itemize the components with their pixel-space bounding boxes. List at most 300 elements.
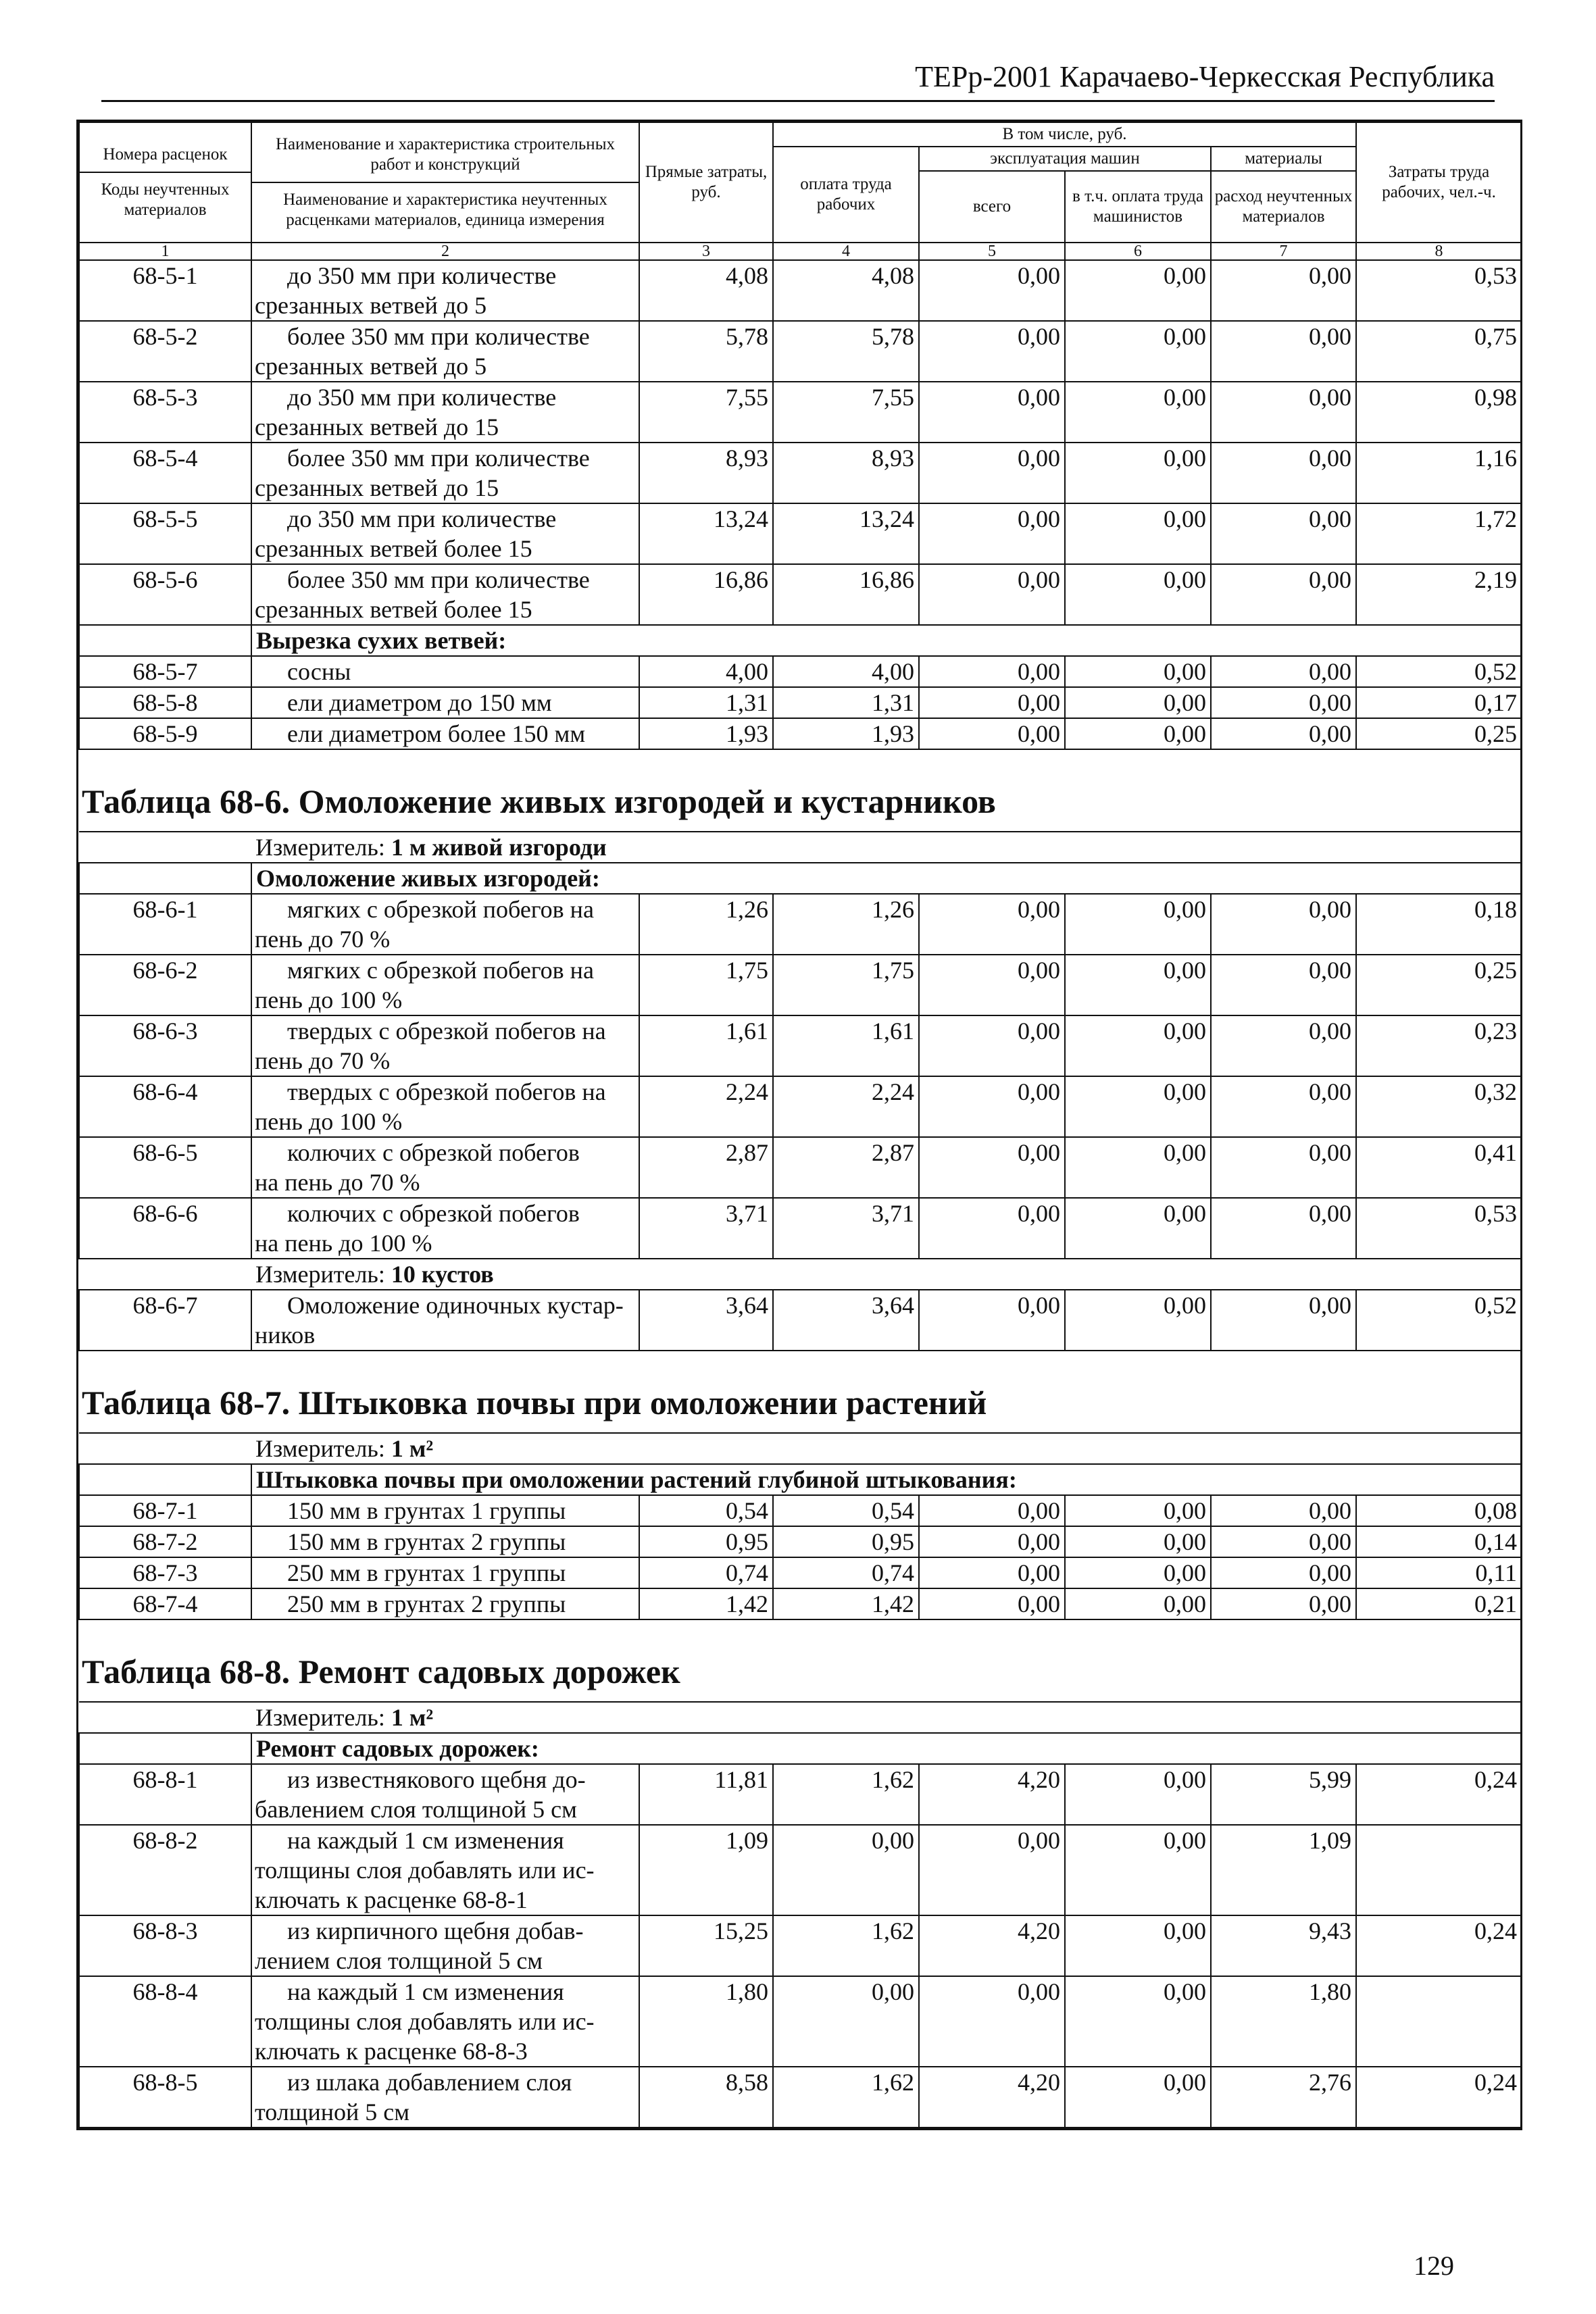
description-line: 150 мм в грунтах 2 группы [287, 1528, 566, 1555]
section-paths: Ремонт садовых дорожек: [251, 1733, 1522, 1764]
table-row [79, 1015, 1522, 1076]
measure-value: 10 кустов [391, 1261, 494, 1288]
value-cell: 0,52 [1356, 1290, 1522, 1351]
value-cell: 0,00 [1065, 2067, 1211, 2128]
section-hedges: Омоложение живых изгородей: [251, 863, 1522, 894]
table-row [79, 894, 1522, 955]
value-cell: 0,00 [919, 1825, 1065, 1915]
col-header-worker-pay: оплата труда рабочих [773, 147, 919, 243]
value-cell: 0,95 [773, 1526, 919, 1557]
value-cell: 0,23 [1356, 1015, 1522, 1076]
col-header-material-use: расход неучтенных материалов [1211, 171, 1356, 243]
rate-code: 68-5-1 [79, 260, 251, 321]
description-line: колючих с обрезкой побегов [287, 1200, 580, 1227]
blank-cell [79, 1464, 251, 1495]
value-cell: 16,86 [773, 564, 919, 625]
value-cell: 0,00 [919, 687, 1065, 718]
value-cell: 0,00 [1065, 260, 1211, 321]
description-line: на каждый 1 см изменения [287, 1827, 564, 1854]
value-cell: 0,00 [1065, 1076, 1211, 1137]
rate-description [251, 1764, 639, 1825]
table-row [79, 2067, 1522, 2128]
value-cell: 2,87 [773, 1137, 919, 1198]
value-cell: 0,00 [919, 1495, 1065, 1526]
rate-code: 68-5-5 [79, 503, 251, 564]
rate-code: 68-7-1 [79, 1495, 251, 1526]
col-num-6: 6 [1065, 243, 1211, 260]
value-cell: 1,09 [1211, 1825, 1356, 1915]
description-line: 250 мм в грунтах 2 группы [287, 1590, 566, 1617]
value-cell: 0,00 [1211, 1137, 1356, 1198]
value-cell: 0,00 [1211, 382, 1356, 443]
value-cell: 1,80 [1211, 1976, 1356, 2067]
value-cell: 0,00 [1211, 1015, 1356, 1076]
value-cell: 0,00 [1211, 1198, 1356, 1259]
running-header: ТЕРр-2001 Карачаево-Черкесская Республика [915, 60, 1495, 93]
rate-code: 68-5-7 [79, 656, 251, 687]
col-num-1: 1 [79, 243, 251, 260]
description-line: ключать к расценке 68-8-1 [255, 1886, 528, 1913]
col-header-operator-pay: в т.ч. оплата труда машинистов [1065, 171, 1211, 243]
value-cell: 0,24 [1356, 1915, 1522, 1976]
col-header-including: В том числе, руб. [773, 122, 1356, 147]
description-line: до 350 мм при количестве [287, 384, 557, 411]
rate-code: 68-5-3 [79, 382, 251, 443]
rate-code: 68-7-4 [79, 1588, 251, 1619]
page-number: 129 [1414, 2250, 1454, 2281]
table-row [79, 1588, 1522, 1619]
table-body [79, 122, 1522, 2128]
col-header-machines-total: всего [919, 171, 1065, 243]
value-cell: 0,00 [1065, 894, 1211, 955]
value-cell: 1,42 [639, 1588, 773, 1619]
value-cell: 1,61 [639, 1015, 773, 1076]
value-cell: 11,81 [639, 1764, 773, 1825]
rate-description [251, 1557, 639, 1588]
value-cell: 0,00 [919, 321, 1065, 382]
col-header-material-codes: Коды неучтенных материалов [101, 180, 230, 219]
value-cell: 0,24 [1356, 1764, 1522, 1825]
value-cell: 4,00 [773, 656, 919, 687]
value-cell: 0,00 [1065, 718, 1211, 749]
description-line: срезанных ветвей до 5 [255, 292, 487, 319]
value-cell: 0,74 [639, 1557, 773, 1588]
value-cell: 7,55 [773, 382, 919, 443]
value-cell: 0,00 [1211, 1290, 1356, 1351]
table-row [79, 776, 1522, 832]
table-row [79, 1137, 1522, 1198]
value-cell: 0,00 [1065, 1290, 1211, 1351]
table-row [79, 1290, 1522, 1351]
measure-row [79, 832, 1522, 863]
description-line: мягких с обрезкой побегов на [287, 957, 594, 984]
description-line: твердых с обрезкой побегов на [287, 1078, 606, 1105]
value-cell: 1,16 [1356, 443, 1522, 503]
value-cell [1356, 1976, 1522, 2067]
description-line: колючих с обрезкой побегов [287, 1139, 580, 1166]
value-cell: 0,00 [919, 1015, 1065, 1076]
value-cell: 0,00 [919, 260, 1065, 321]
col-num-8: 8 [1356, 243, 1522, 260]
value-cell: 0,00 [1065, 1137, 1211, 1198]
value-cell: 0,00 [1065, 443, 1211, 503]
measure-label: Измеритель: [255, 834, 385, 861]
rate-code: 68-6-1 [79, 894, 251, 955]
measure-68-6-bushes [251, 1259, 1522, 1290]
value-cell: 0,00 [1211, 260, 1356, 321]
value-cell: 0,00 [1065, 1495, 1211, 1526]
value-cell: 0,00 [919, 1198, 1065, 1259]
measure-row [79, 1702, 1522, 1733]
value-cell: 3,71 [639, 1198, 773, 1259]
value-cell: 0,00 [919, 656, 1065, 687]
rate-description [251, 1198, 639, 1259]
value-cell: 3,64 [639, 1290, 773, 1351]
value-cell: 0,00 [1211, 894, 1356, 955]
value-cell: 3,71 [773, 1198, 919, 1259]
value-cell: 2,87 [639, 1137, 773, 1198]
description-line: на пень до 70 % [255, 1169, 420, 1196]
description-line: более 350 мм при количестве [287, 566, 590, 593]
description-line: толщины слоя добавлять или ис- [255, 1857, 595, 1884]
value-cell: 0,00 [919, 1290, 1065, 1351]
measure-value: 1 м² [391, 1435, 434, 1462]
rate-code: 68-6-3 [79, 1015, 251, 1076]
description-line: мягких с обрезкой побегов на [287, 896, 594, 923]
column-header-row [79, 122, 1522, 147]
value-cell: 0,00 [1211, 955, 1356, 1015]
measure-68-7 [251, 1433, 1522, 1464]
rate-description [251, 1976, 639, 2067]
value-cell: 1,62 [773, 1915, 919, 1976]
rate-description [251, 1526, 639, 1557]
rate-code: 68-6-7 [79, 1290, 251, 1351]
value-cell: 0,00 [1065, 1198, 1211, 1259]
col-header-materials: материалы [1211, 147, 1356, 171]
value-cell: 0,53 [1356, 1198, 1522, 1259]
value-cell: 9,43 [1211, 1915, 1356, 1976]
table-row [79, 382, 1522, 443]
rate-code: 68-7-3 [79, 1557, 251, 1588]
description-line: срезанных ветвей до 15 [255, 413, 499, 441]
col-header-rate-numbers: Номера расценок [103, 145, 228, 164]
rate-description [251, 1137, 639, 1198]
column-number-row [79, 243, 1522, 260]
description-line: срезанных ветвей более 15 [255, 535, 532, 562]
col-num-3: 3 [639, 243, 773, 260]
table-row [79, 1198, 1522, 1259]
description-line: пень до 70 % [255, 926, 391, 953]
description-line: до 350 мм при количестве [287, 262, 557, 289]
value-cell: 0,00 [1065, 321, 1211, 382]
value-cell: 0,00 [919, 1588, 1065, 1619]
rate-code: 68-5-2 [79, 321, 251, 382]
rate-code: 68-8-1 [79, 1764, 251, 1825]
value-cell: 0,00 [919, 1137, 1065, 1198]
table-row [79, 321, 1522, 382]
value-cell: 0,00 [919, 1557, 1065, 1588]
description-line: твердых с обрезкой побегов на [287, 1017, 606, 1045]
rate-description [251, 1588, 639, 1619]
value-cell: 0,00 [773, 1825, 919, 1915]
value-cell: 4,20 [919, 2067, 1065, 2128]
rate-code: 68-5-9 [79, 718, 251, 749]
table-row [79, 1377, 1522, 1433]
rate-description [251, 260, 639, 321]
header-rule [101, 100, 1495, 102]
value-cell: 0,54 [639, 1495, 773, 1526]
rate-code: 68-8-4 [79, 1976, 251, 2067]
value-cell: 0,00 [1065, 382, 1211, 443]
value-cell: 8,93 [639, 443, 773, 503]
rate-description [251, 1825, 639, 1915]
value-cell: 0,00 [1211, 1495, 1356, 1526]
value-cell: 0,52 [1356, 656, 1522, 687]
value-cell: 4,20 [919, 1915, 1065, 1976]
spacer-cell [79, 749, 1522, 776]
value-cell: 4,08 [639, 260, 773, 321]
measure-68-6 [251, 832, 1522, 863]
value-cell: 4,00 [639, 656, 773, 687]
value-cell: 0,00 [1065, 1015, 1211, 1076]
description-line: более 350 мм при количестве [287, 445, 590, 472]
value-cell: 1,75 [773, 955, 919, 1015]
rate-description [251, 382, 639, 443]
rate-description [251, 687, 639, 718]
table-row [79, 1076, 1522, 1137]
value-cell: 0,74 [773, 1557, 919, 1588]
value-cell: 0,00 [1211, 1526, 1356, 1557]
value-cell: 13,24 [773, 503, 919, 564]
table-row [79, 260, 1522, 321]
rate-code: 68-7-2 [79, 1526, 251, 1557]
col-header-material-name: Наименование и характеристика неучтенных расценками материалов, единица измерения [283, 191, 607, 229]
description-line: ников [255, 1322, 316, 1349]
value-cell: 8,93 [773, 443, 919, 503]
value-cell: 0,17 [1356, 687, 1522, 718]
table-row [79, 687, 1522, 718]
description-line: срезанных ветвей до 5 [255, 353, 487, 380]
value-cell: 1,26 [639, 894, 773, 955]
col-header-direct-costs: Прямые затраты, руб. [639, 122, 773, 243]
measure-label: Измеритель: [255, 1435, 385, 1462]
value-cell: 0,53 [1356, 260, 1522, 321]
value-cell: 0,98 [1356, 382, 1522, 443]
value-cell: 0,00 [919, 1526, 1065, 1557]
value-cell: 0,00 [1211, 718, 1356, 749]
rate-code: 68-8-3 [79, 1915, 251, 1976]
col-header-names [251, 122, 639, 243]
value-cell: 0,00 [919, 503, 1065, 564]
value-cell: 0,00 [1211, 503, 1356, 564]
description-line: ели диаметром более 150 мм [287, 720, 586, 747]
rate-description [251, 894, 639, 955]
description-line: ключать к расценке 68-8-3 [255, 2038, 528, 2065]
description-line: Омоложение одиночных кустар- [287, 1292, 624, 1319]
value-cell: 0,00 [1211, 564, 1356, 625]
measure-value: 1 м живой изгороди [391, 834, 607, 861]
col-header-machines: эксплуатация машин [919, 147, 1211, 171]
section-row [79, 1464, 1522, 1495]
value-cell: 0,00 [1065, 1588, 1211, 1619]
value-cell: 0,32 [1356, 1076, 1522, 1137]
value-cell: 0,41 [1356, 1137, 1522, 1198]
description-line: срезанных ветвей до 15 [255, 474, 499, 501]
description-line: срезанных ветвей более 15 [255, 596, 532, 623]
table-row [79, 1764, 1522, 1825]
value-cell: 0,25 [1356, 718, 1522, 749]
value-cell: 2,24 [639, 1076, 773, 1137]
value-cell: 0,00 [1065, 564, 1211, 625]
value-cell: 2,24 [773, 1076, 919, 1137]
rate-description [251, 656, 639, 687]
value-cell: 0,95 [639, 1526, 773, 1557]
value-cell: 13,24 [639, 503, 773, 564]
blank-cell [79, 1259, 251, 1290]
value-cell: 4,20 [919, 1764, 1065, 1825]
description-line: ели диаметром до 150 мм [287, 689, 552, 716]
rate-code: 68-6-2 [79, 955, 251, 1015]
description-line: сосны [287, 658, 351, 685]
value-cell: 8,58 [639, 2067, 773, 2128]
section-row [79, 625, 1522, 656]
value-cell: 0,00 [919, 382, 1065, 443]
value-cell: 0,00 [919, 718, 1065, 749]
value-cell: 0,00 [1211, 1588, 1356, 1619]
rate-code: 68-6-6 [79, 1198, 251, 1259]
rate-description [251, 1290, 639, 1351]
value-cell: 0,00 [1065, 503, 1211, 564]
value-cell: 0,00 [919, 1976, 1065, 2067]
col-num-7: 7 [1211, 243, 1356, 260]
value-cell: 1,62 [773, 2067, 919, 2128]
rate-description [251, 1015, 639, 1076]
value-cell: 1,72 [1356, 503, 1522, 564]
table-row [79, 443, 1522, 503]
description-line: более 350 мм при количестве [287, 323, 590, 350]
value-cell: 0,00 [919, 564, 1065, 625]
description-line: пень до 100 % [255, 986, 403, 1013]
description-line: из шлака добавлением слоя [287, 2069, 572, 2096]
value-cell: 1,42 [773, 1588, 919, 1619]
value-cell: 0,00 [1065, 1764, 1211, 1825]
spacer-cell [79, 1619, 1522, 1646]
value-cell: 15,25 [639, 1915, 773, 1976]
description-line: пень до 100 % [255, 1108, 403, 1135]
value-cell: 0,00 [919, 443, 1065, 503]
measure-row [79, 1259, 1522, 1290]
description-line: бавлением слоя толщиной 5 см [255, 1796, 577, 1823]
value-cell: 0,00 [919, 894, 1065, 955]
value-cell: 0,00 [1065, 687, 1211, 718]
rate-code: 68-6-5 [79, 1137, 251, 1198]
table-row [79, 564, 1522, 625]
value-cell: 0,21 [1356, 1588, 1522, 1619]
value-cell: 0,00 [919, 1076, 1065, 1137]
rate-description [251, 718, 639, 749]
value-cell: 0,00 [1065, 1915, 1211, 1976]
measure-row [79, 1433, 1522, 1464]
value-cell: 0,00 [1065, 1557, 1211, 1588]
table-row [79, 1825, 1522, 1915]
value-cell: 1,31 [773, 687, 919, 718]
rate-code: 68-8-5 [79, 2067, 251, 2128]
value-cell: 0,00 [1211, 656, 1356, 687]
value-cell: 0,24 [1356, 2067, 1522, 2128]
value-cell: 0,18 [1356, 894, 1522, 955]
description-line: из кирпичного щебня добав- [287, 1917, 584, 1944]
value-cell: 1,31 [639, 687, 773, 718]
description-line: на пень до 100 % [255, 1230, 432, 1257]
blank-cell [79, 1702, 251, 1733]
table-title-68-7: Таблица 68-7. Штыковка почвы при омоложении растений [82, 1384, 987, 1422]
measure-value: 1 м² [391, 1704, 434, 1731]
value-cell: 0,00 [1065, 1526, 1211, 1557]
value-cell: 1,26 [773, 894, 919, 955]
description-line: на каждый 1 см изменения [287, 1978, 564, 2005]
rate-code: 68-8-2 [79, 1825, 251, 1915]
col-num-5: 5 [919, 243, 1065, 260]
measure-68-8 [251, 1702, 1522, 1733]
table-row [79, 656, 1522, 687]
description-line: толщиной 5 см [255, 2098, 410, 2126]
description-line: из известнякового щебня до- [287, 1766, 586, 1793]
description-line: 250 мм в грунтах 1 группы [287, 1559, 566, 1586]
value-cell: 1,75 [639, 955, 773, 1015]
value-cell: 0,00 [919, 955, 1065, 1015]
table-row [79, 718, 1522, 749]
value-cell: 7,55 [639, 382, 773, 443]
rate-code: 68-5-6 [79, 564, 251, 625]
table-title-68-6: Таблица 68-6. Омоложение живых изгородей и кустарников [82, 782, 996, 820]
description-line: пень до 70 % [255, 1047, 391, 1074]
value-cell: 0,54 [773, 1495, 919, 1526]
value-cell: 0,00 [1211, 687, 1356, 718]
col-header-codes [79, 122, 251, 243]
value-cell: 0,00 [1065, 1825, 1211, 1915]
blank-cell [79, 863, 251, 894]
value-cell: 5,78 [773, 321, 919, 382]
value-cell: 0,00 [773, 1976, 919, 2067]
rate-description [251, 2067, 639, 2128]
section-dry-branches: Вырезка сухих ветвей: [251, 625, 1522, 656]
table-row [79, 1915, 1522, 1976]
value-cell: 1,80 [639, 1976, 773, 2067]
table-row [79, 1557, 1522, 1588]
value-cell: 1,09 [639, 1825, 773, 1915]
table-row [79, 1526, 1522, 1557]
rate-description [251, 1076, 639, 1137]
value-cell: 0,08 [1356, 1495, 1522, 1526]
value-cell: 4,08 [773, 260, 919, 321]
value-cell: 16,86 [639, 564, 773, 625]
rate-description [251, 503, 639, 564]
description-line: 150 мм в грунтах 1 группы [287, 1497, 566, 1524]
table-row [79, 503, 1522, 564]
section-digging: Штыковка почвы при омоложении растений глубиной штыкования: [251, 1464, 1522, 1495]
value-cell: 3,64 [773, 1290, 919, 1351]
value-cell: 0,25 [1356, 955, 1522, 1015]
rate-description [251, 1495, 639, 1526]
blank-cell [79, 1433, 251, 1464]
value-cell: 0,14 [1356, 1526, 1522, 1557]
measure-label: Измеритель: [255, 1261, 385, 1288]
value-cell: 0,75 [1356, 321, 1522, 382]
rate-description [251, 321, 639, 382]
spacer-row [79, 1619, 1522, 1646]
spacer-row [79, 1351, 1522, 1377]
rate-description [251, 1915, 639, 1976]
